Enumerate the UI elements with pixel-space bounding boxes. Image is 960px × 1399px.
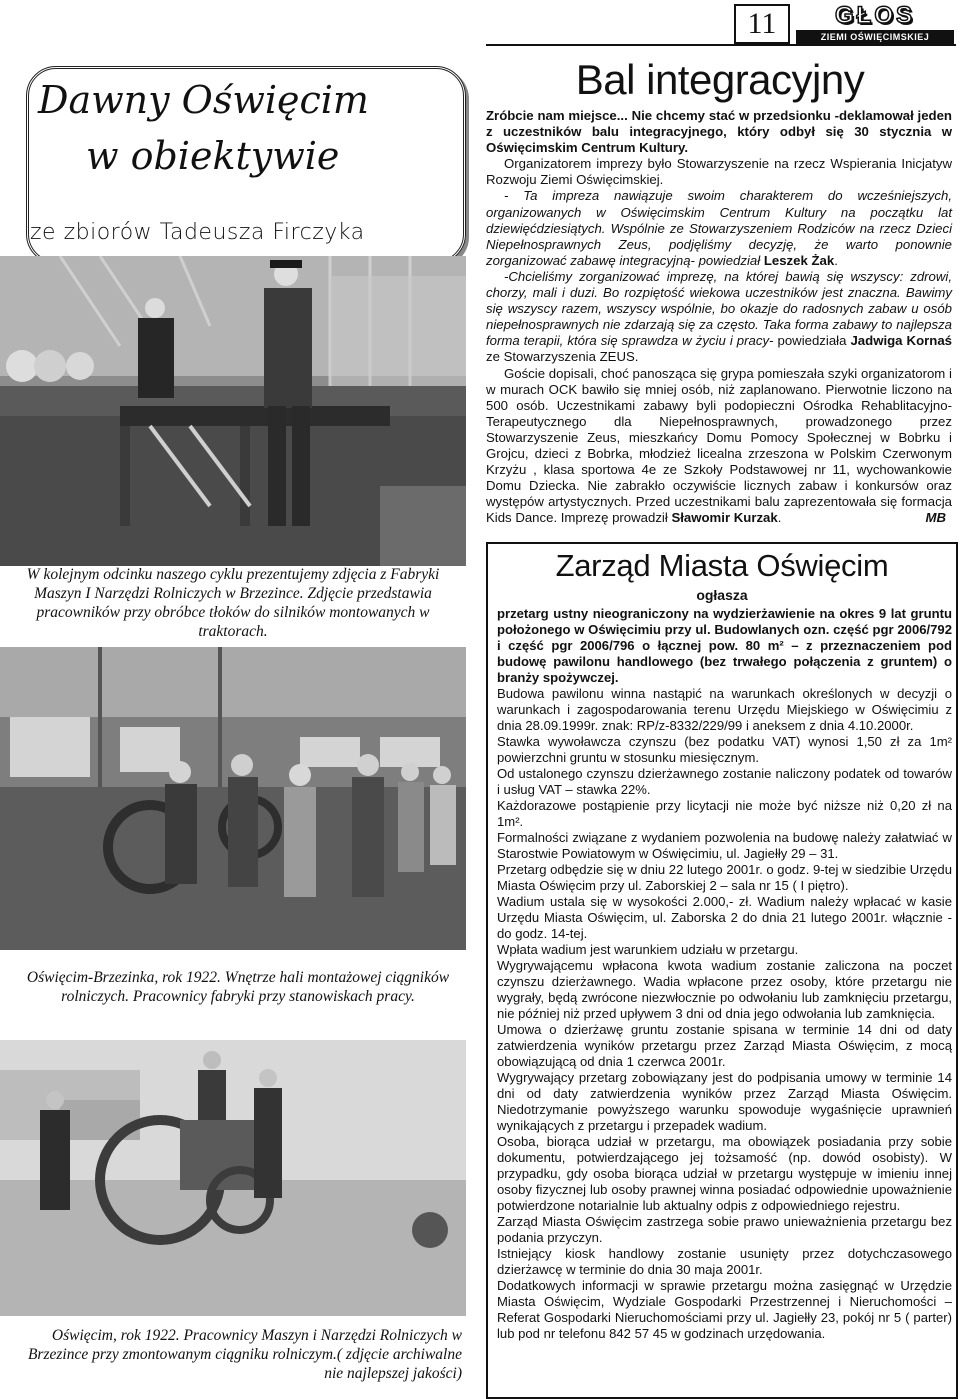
notice-body: [497, 606, 952, 1342]
notice-paragraph: Wygrywający przetarg zobowiązany jest do podpisania umowy w terminie 14 dni od daty zatwierdzenia wyników przez Zarząd Miasta Oświęcim. Niedotrzymanie powyższego warunku spowoduje wygaśnięcie uprawnień wynikających z przetargu i przepadek wadium.: [497, 1070, 952, 1133]
article-lead: Zróbcie nam miejsce... Nie chcemy stać w przedsionku -deklamował jeden z uczestników balu integracyjnego, który odbył się 30 stycznia w Oświęcimskim Centrum Kultury.: [486, 108, 952, 156]
notice-paragraph: Przetarg odbędzie się w dniu 22 lutego 2001r. o godz. 9-tej w siedzibie Urzędu Miasta Oświęcim przy ul. Zaborskiej 2 – sala nr 15 ( I piętro).: [497, 862, 952, 893]
tractor-photo: [0, 1040, 466, 1316]
article-body: [486, 108, 952, 526]
article-quote-1: - Ta impreza nawiązuje swoim charakterem do wcześniejszych, organizowanych w Oświęcimskim Centrum Kultury na początku lat dziewięćdziesiątych. Wspólnie ze Stowarzyszeniem Rodziców na rzecz Dzieci Niepełnosprawnych Zeus, podjęliśmy decyzję, że warto ponownie zorganizować zabawę integracyjną- powiedział Leszek Żak.: [486, 188, 952, 268]
notice-paragraph: Istniejący kiosk handlowy zostanie usunięty przez dotychczasowego dzierżawcę w terminie do dnia 30 maja 2001r.: [497, 1246, 952, 1277]
notice-paragraph: Budowa pawilonu winna nastąpić na warunkach określonych w decyzji o warunkach i zagospodarowania terenu Urzędu Miejskiego w Oświęcimiu z dnia 28.09.1999r. znak: RP/z-8332/229/99 i aneksem z dnia 4.10.2000r.: [497, 686, 952, 733]
history-subtitle: ze zbiorów Tadeusza Firczyka: [30, 220, 365, 245]
photo1-caption: W kolejnym odcinku naszego cyklu prezentujemy zdjęcia z Fabryki Maszyn I Narzędzi Rolniczych w Brzezince. Zdjęcie przedstawia pracowników przy obróbce tłoków do silników montowanych w traktorach.: [26, 566, 440, 640]
notice-paragraph: Formalności związane z wydaniem pozwolenia na budowę należy załatwiać w Starostwie Powiatowym w Oświęcimiu, ul. Jagiełły 29 – 31.: [497, 830, 952, 861]
notice-paragraph: Każdorazowe postąpienie przy licytacji nie może być niższe niż 0,20 zł na 1m².: [497, 798, 952, 829]
article-signature: MB: [925, 510, 946, 526]
article-paragraph: Organizatorem imprezy było Stowarzyszenie na rzecz Wspierania Inicjatyw Rozwoju Ziemi Oświęcimskiej.: [486, 156, 952, 188]
photo2-caption: Oświęcim-Brzezinka, rok 1922. Wnętrze hali montażowej ciągników rolniczych. Pracownicy fabryki przy stanowiskach pracy.: [26, 969, 450, 1005]
article-title: Bal integracyjny: [575, 56, 865, 103]
history-title-line2: w obiektywie: [86, 134, 340, 178]
header-rule: [486, 44, 956, 46]
article-quote-2: -Chcieliśmy zorganizować imprezę, na której bawią się wszyscy: zdrowi, chorzy, mali i duzi. Bo rozpiętość wiekowa uczestników jest znaczna. Bawimy się wszyscy razem, wszyscy wspólnie, bo okazje do radosnych zabaw u osób niepełnosprawnych nie zdarzają się za często. Taka forma zabawy to najlepsza forma terapii, która się sprawdza w życiu i pracy- powiedziała Jadwiga Kornaś ze Stowarzyszenia ZEUS.: [486, 268, 952, 365]
notice-paragraph: Umowa o dzierżawę gruntu zostanie spisana w terminie 14 dni od daty zatwierdzenia wyników przetargu przez Zarząd Miasta Oświęcim, z mocą obowiązującą od dnia 1 czerwca 2001r.: [497, 1022, 952, 1069]
notice-title: Zarząd Miasta Oświęcim: [555, 548, 889, 583]
photo3-caption: Oświęcim, rok 1922. Pracownicy Maszyn i Narzędzi Rolniczych w Brzezince przy zmontowanym ciągniku rolniczym.( zdjęcie archiwalne nie najlepszej jakości): [27, 1327, 462, 1382]
notice-paragraph: Dodatkowych informacji w sprawie przetargu można zasięgnąć w Urzędzie Miasta Oświęcim, Wydziale Gospodarki Przestrzennej i Nieruchomości – Referat Gospodarki Nieruchomościami przy ul. Jagiełły 23, pokój nr 5 ( parter) lub pod nr telefonu 842 57 45 w godzinach urzędowania.: [497, 1278, 952, 1341]
workshop-photo: [0, 256, 466, 566]
notice-paragraph: Wygrywającemu wpłacona kwota wadium zostanie zaliczona na poczet czynszu dzierżawnego. Wadia wpłacone przez osoby, które przetargu nie wygrały, będą zwrócone niezwłocznie po odwołaniu lub zamknięciu przetargu, nie później niż przed upływem 3 dni od dnia jego odwołania lub zamknięcia.: [497, 958, 952, 1021]
notice-subtitle: ogłasza: [696, 587, 748, 603]
notice-paragraph: Zarząd Miasta Oświęcim zastrzega sobie prawo unieważnienia przetargu bez podania przyczyn.: [497, 1214, 952, 1245]
notice-paragraph: Wpłata wadium jest warunkiem udziału w przetargu.: [497, 942, 799, 957]
newspaper-logo-subtitle: ZIEMI OŚWIĘCIMSKIEJ: [796, 30, 954, 44]
notice-paragraph: Od ustalonego czynszu dzierżawnego zostanie naliczony podatek od towarów i usług VAT – stawka 22%.: [497, 766, 952, 797]
notice-paragraph: Stawka wywoławcza czynszu (bez podatku VAT) wynosi 1,50 zł za 1m² powierzchni gruntu w stosunku miesięcznym.: [497, 734, 952, 765]
masthead: [734, 4, 956, 44]
notice-paragraph: Osoba, biorąca udział w przetargu, ma obowiązek posiadania przy sobie dokumentu, potwierdzającego jej tożsamość (np. dowód osobisty). W przypadku, gdy osoba biorąca udział w przetargu występuje w imieniu innej osoby fizycznej lub osoby prawnej winna posiadać odpowiednie upoważnienie potwierdzone notarialnie lub aktualny odpis z odpowiedniego rejestru.: [497, 1134, 952, 1213]
notice-lead: przetarg ustny nieograniczony na wydzierżawienie na okres 9 lat gruntu położonego w Oświęcimiu przy ul. Budowlanych ozn. część pgr 2006/792 i część pgr 2006/796 o łącznej pow. 80 m² – z przeznaczeniem pod budowę pawilonu handlowego (bez trwałego połączenia z gruntem) o branży spożywczej.: [497, 606, 952, 685]
article-paragraph: Goście dopisali, choć panosząca się grypa pomieszała szyki organizatorom i w murach OCK bawiło się mniej osób, niż zaplanowano. Pierwotnie liczono na 500 osób. Uczestnikami zabawy byli podopieczni Ośrodka Rehablitacyjno-Terapeutycznego dla Niepełnosprawnych, prowadzonego przez Stowarzyszenie Zeus, mieszkańcy Domu Pomocy Społecznej w Bobrku i Grojcu, dzieci z Bobrka, młodzież licealna zrzeszona w Polskim Czerwonym Krzyżu , klasa sportowa 4e ze Szkoły Podstawowej nr 11, wychowankowie Domu Dziecka. Nie zabrakło oczywiście licznych zabaw i konkursów oraz występów artystycznych. Przed uczestnikami balu zaprezentowała się formacja Kids Dance. Imprezę prowadził Sławomir Kurzak. MB: [486, 365, 952, 526]
assembly-hall-photo: [0, 647, 466, 950]
history-title-line1: Dawny Oświęcim: [38, 78, 369, 122]
newspaper-logo: GŁOS: [834, 2, 915, 29]
page-number: 11: [734, 4, 790, 44]
notice-paragraph: Wadium ustala się w wysokości 2.000,- zł. Wadium należy wpłacać w kasie Urzędu Miasta Oświęcim, ul. Zaborska 2 do dnia 21 lutego 2001r. włącznie - do godz. 14-tej.: [497, 894, 952, 941]
